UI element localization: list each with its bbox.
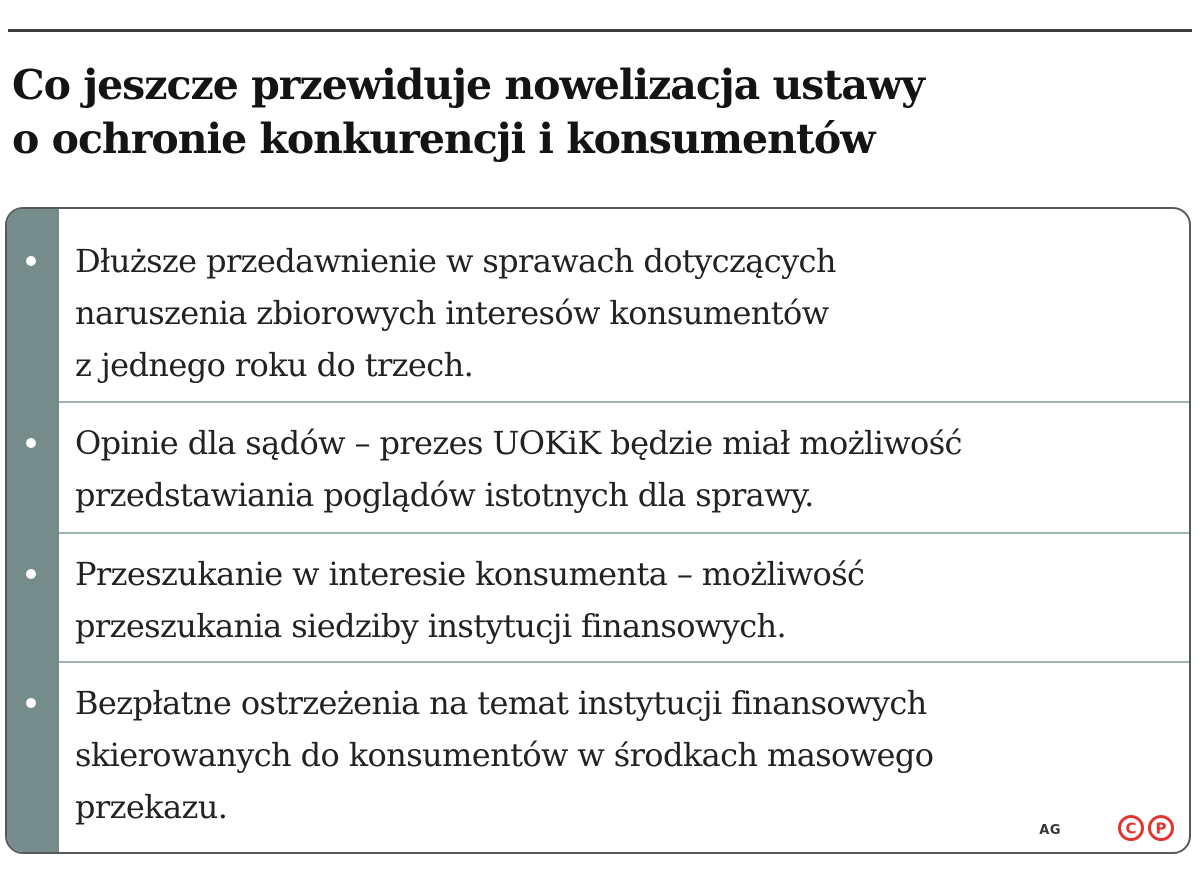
logo-letter-p: P	[1155, 819, 1167, 838]
list-item-text	[75, 235, 1149, 391]
top-rule	[8, 29, 1192, 32]
divider	[59, 401, 1189, 403]
copyright-logo-icon	[1117, 814, 1177, 842]
bullet-icon	[26, 256, 36, 266]
bullet-icon	[26, 569, 36, 579]
author-credit: AG	[1039, 823, 1061, 838]
item-1-line-3: z jednego roku do trzech.	[75, 346, 474, 384]
item-4-line-1: Bezpłatne ostrzeżenia na temat instytucji finansowych	[75, 684, 927, 722]
divider	[59, 661, 1189, 663]
logo-letter-c: C	[1125, 819, 1137, 838]
list-item-2	[7, 417, 1189, 527]
item-4-line-3: przekazu.	[75, 788, 228, 826]
page-title	[12, 58, 1182, 166]
list-item-4	[7, 677, 1189, 843]
title-line-2: o ochronie konkurencji i konsumentów	[12, 115, 875, 163]
item-3-line-1: Przeszukanie w interesie konsumenta – możliwość	[75, 555, 865, 593]
bullet-icon	[26, 698, 36, 708]
item-2-line-1: Opinie dla sądów – prezes UOKiK będzie miał możliwość	[75, 424, 962, 462]
item-3-line-2: przeszukania siedziby instytucji finansowych.	[75, 607, 787, 645]
item-1-line-2: naruszenia zbiorowych interesów konsumentów	[75, 294, 829, 332]
divider	[59, 532, 1189, 534]
item-4-line-2: skierowanych do konsumentów w środkach masowego	[75, 736, 934, 774]
list-item-3	[7, 548, 1189, 658]
item-2-line-2: przedstawiania poglądów istotnych dla sprawy.	[75, 476, 814, 514]
list-item-text	[75, 677, 1149, 833]
bullet-icon	[26, 438, 36, 448]
list-item-1	[7, 235, 1189, 401]
info-box	[5, 207, 1191, 854]
list-item-text	[75, 548, 1149, 652]
item-1-line-1: Dłuższe przedawnienie w sprawach dotyczących	[75, 242, 836, 280]
list-item-text	[75, 417, 1149, 521]
title-line-1: Co jeszcze przewiduje nowelizacja ustawy	[12, 61, 925, 109]
